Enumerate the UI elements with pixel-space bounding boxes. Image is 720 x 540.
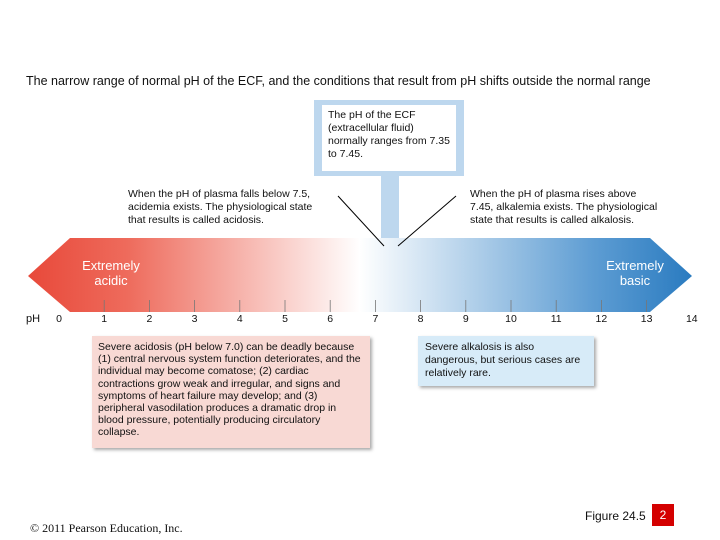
acidosis-info-box: Severe acidosis (pH below 7.0) can be deadly because (1) central nervous system function deteriorates, and the individual may become comatose; (2) cardiac contractions grow weak and irregular, and signs and symptoms of heart failure may develop; and (3) peripheral vasodilation produces a dramatic drop in blood pressure, potentially producing circulatory collapse. [92, 336, 370, 448]
ph-tick-label: 9 [462, 313, 469, 325]
ph-tick-label: 11 [550, 313, 562, 325]
ph-tick-label: 0 [56, 313, 62, 325]
figure-label: Figure 24.5 [585, 509, 646, 523]
ph-tick-label: 13 [640, 313, 653, 325]
extremely-basic-label: Extremely basic [606, 258, 664, 288]
ph-tick-label: 5 [282, 313, 288, 325]
ecf-callout-text: The pH of the ECF (extracellular fluid) normally ranges from 7.35 to 7.45. [322, 105, 456, 171]
extremely-acidic-label: Extremely acidic [82, 258, 140, 288]
copyright-notice: © 2011 Pearson Education, Inc. [30, 521, 183, 535]
ph-tick-label: 1 [101, 313, 108, 325]
ph-tick-label: 7 [372, 313, 379, 325]
alkalemia-callout: When the pH of plasma rises above 7.45, alkalemia exists. The physiological state that results is called alkalosis. [470, 188, 658, 226]
acidemia-callout: When the pH of plasma falls below 7.5, acidemia exists. The physiological state that results is called acidosis. [128, 188, 313, 226]
ph-axis-label: pH [26, 313, 41, 325]
ph-tick-label: 6 [327, 313, 334, 325]
ph-tick-label: 4 [236, 313, 243, 325]
ph-tick-label: 8 [417, 313, 424, 325]
alkalosis-info-box: Severe alkalosis is also dangerous, but serious cases are relatively rare. [418, 336, 594, 386]
ph-tick-label: 14 [685, 313, 698, 325]
ph-tick-label: 12 [595, 313, 608, 325]
page-number-badge: 2 [652, 504, 674, 526]
ph-tick-label: 3 [191, 313, 198, 325]
ph-tick-label: 10 [505, 313, 517, 325]
ph-tick-label: 2 [146, 313, 153, 325]
figure-title: The narrow range of normal pH of the ECF, and the conditions that result from pH shifts outside the normal range [26, 74, 651, 88]
